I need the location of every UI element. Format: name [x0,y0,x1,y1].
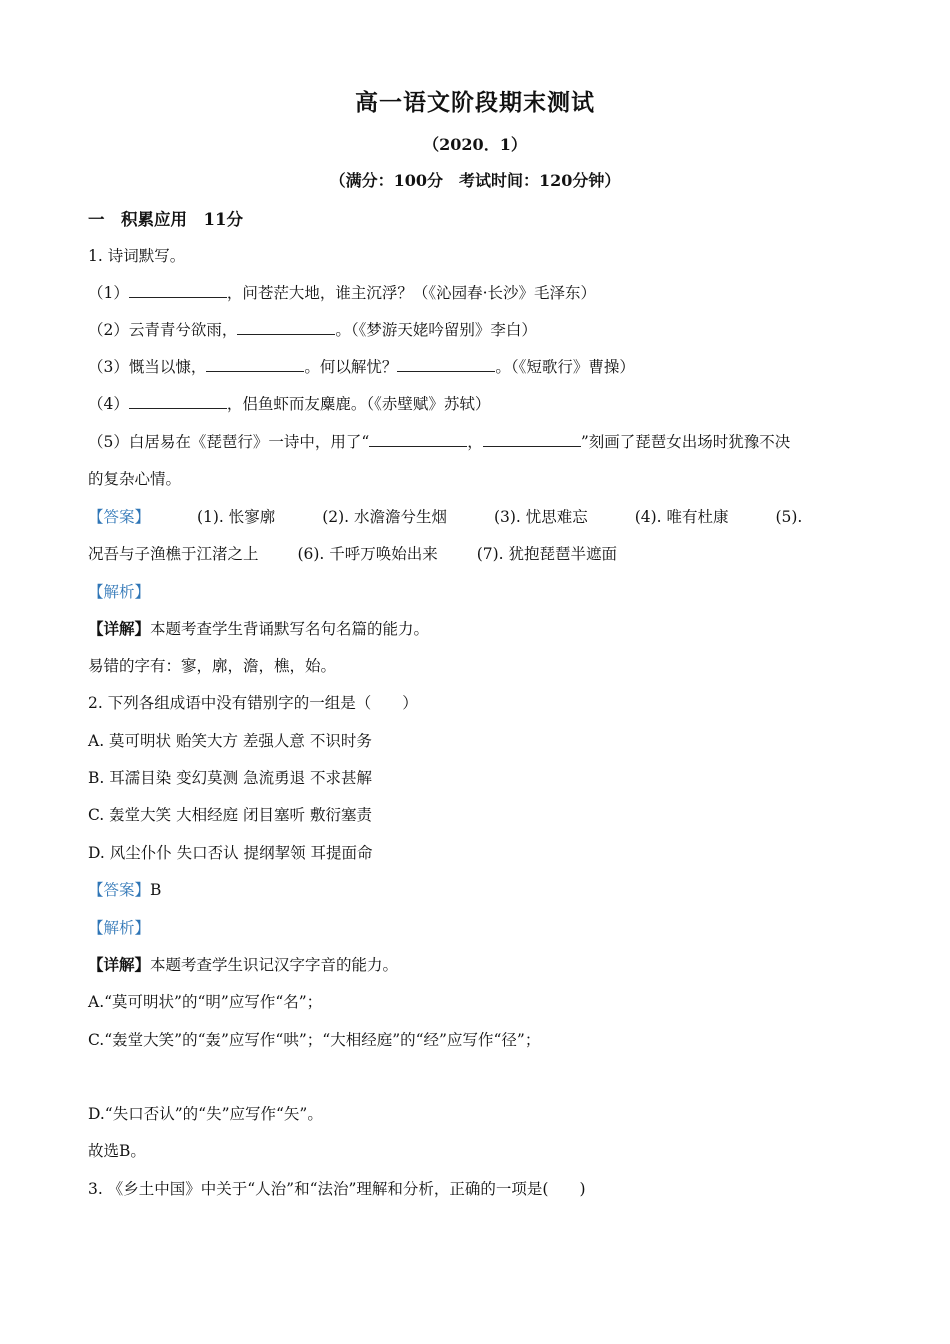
question-1-detail [88,617,868,639]
analysis-tag: 【解析】 [88,583,151,601]
question-1-answer-line-2 [88,542,868,564]
question-2-explain-a: A.“莫可明状”的“明”应写作“名”； [88,993,323,1011]
question-2-detail [88,953,868,975]
item-text: 。（《梦游天姥吟留别》李白） [335,321,537,339]
question-2-option-b: B. 耳濡目染 变幻莫测 急流勇退 不求甚解 [88,769,373,787]
question-2-explain-c: C.“轰堂大笑”的“轰”应写作“哄”；“大相经庭”的“经”应写作“径”； [88,1031,541,1049]
question-1-item-5-continued: 的复杂心情。 [88,470,182,488]
question-1-stem: 1. 诗词默写。 [88,247,186,265]
answer-blank [237,320,335,335]
question-2-stem: 2. 下列各组成语中没有错别字的一组是（ ） [88,694,418,712]
detail-tag: 【详解】 [88,619,151,638]
item-text: ”刻画了琵琶女出场时犹豫不决 [580,433,791,451]
answer-blank [129,394,227,409]
detail-text: 本题考查学生背诵默写名句名篇的能力。 [150,620,430,638]
question-2-option-d: D. 风尘仆仆 失口否认 提纲挈领 耳提面命 [88,844,373,862]
question-1-error-chars: 易错的字有：寥，廓，澹，樵，始。 [88,657,337,675]
answer-value: B [150,881,162,899]
detail-tag: 【详解】 [88,955,151,974]
question-3-stem: 3. 《乡土中国》中关于“人治”和“法治”理解和分析，正确的一项是( ) [88,1180,586,1198]
question-1-item-4 [88,392,868,414]
question-1-answer-line-1 [88,505,868,527]
question-2-answer [88,878,868,900]
answer-item: (5). [775,508,803,526]
question-1-item-3 [88,355,868,377]
question-1-item-5 [88,430,868,452]
answer-blank [369,432,467,447]
answer-tag: 【答案】 [88,881,151,899]
answer-blank [483,432,581,447]
item-text: ， [467,433,483,451]
answer-item: (7). 犹抱琵琶半遮面 [476,545,618,563]
item-text: （3）慨当以慷， [88,358,207,376]
answer-blank [397,357,495,372]
answer-tag: 【答案】 [88,508,151,526]
score-info: （满分：100分 考试时间：120分钟） [329,171,621,190]
question-1-item-2 [88,318,868,340]
page-title: 高一语文阶段期末测试 [355,89,595,116]
answer-item: 况吾与子渔樵于江渚之上 [88,545,259,563]
answer-item: (1). 怅寥廓 [196,508,276,526]
item-text: （4） [88,395,129,413]
question-2-explain-d: D.“失口否认”的“失”应写作“矢”。 [88,1105,323,1123]
item-text: ，侣鱼虾而友麋鹿。（《赤壁赋》苏轼） [226,395,491,413]
answer-blank [206,357,304,372]
item-text: ，问苍茫大地，谁主沉浮？（《沁园春·长沙》毛泽东） [226,284,597,302]
answer-item: (4). 唯有杜康 [634,508,729,526]
item-text: （5）白居易在《琵琶行》一诗中，用了“ [88,433,370,451]
question-2-option-c: C. 轰堂大笑 大相经庭 闭目塞听 敷衍塞责 [88,806,372,824]
answer-item: (3). 忧思难忘 [493,508,588,526]
answer-item: (2). 水澹澹兮生烟 [322,508,448,526]
item-text: （2）云青青兮欲雨， [88,321,238,339]
exam-date: （2020．1） [423,135,527,154]
item-text: 。（《短歌行》曹操） [495,358,635,376]
item-text: 。何以解忧？ [304,358,398,376]
item-text: （1） [88,284,129,302]
analysis-tag: 【解析】 [88,919,151,937]
section-title: 一 积累应用 11分 [88,210,243,229]
question-1-item-1 [88,281,868,303]
answer-item: (6). 千呼万唤始出来 [297,545,438,563]
question-2-option-a: A. 莫可明状 贻笑大方 差强人意 不识时务 [88,732,372,750]
detail-text: 本题考查学生识记汉字字音的能力。 [150,956,399,974]
question-2-conclusion: 故选B。 [88,1142,146,1160]
answer-blank [129,283,227,298]
